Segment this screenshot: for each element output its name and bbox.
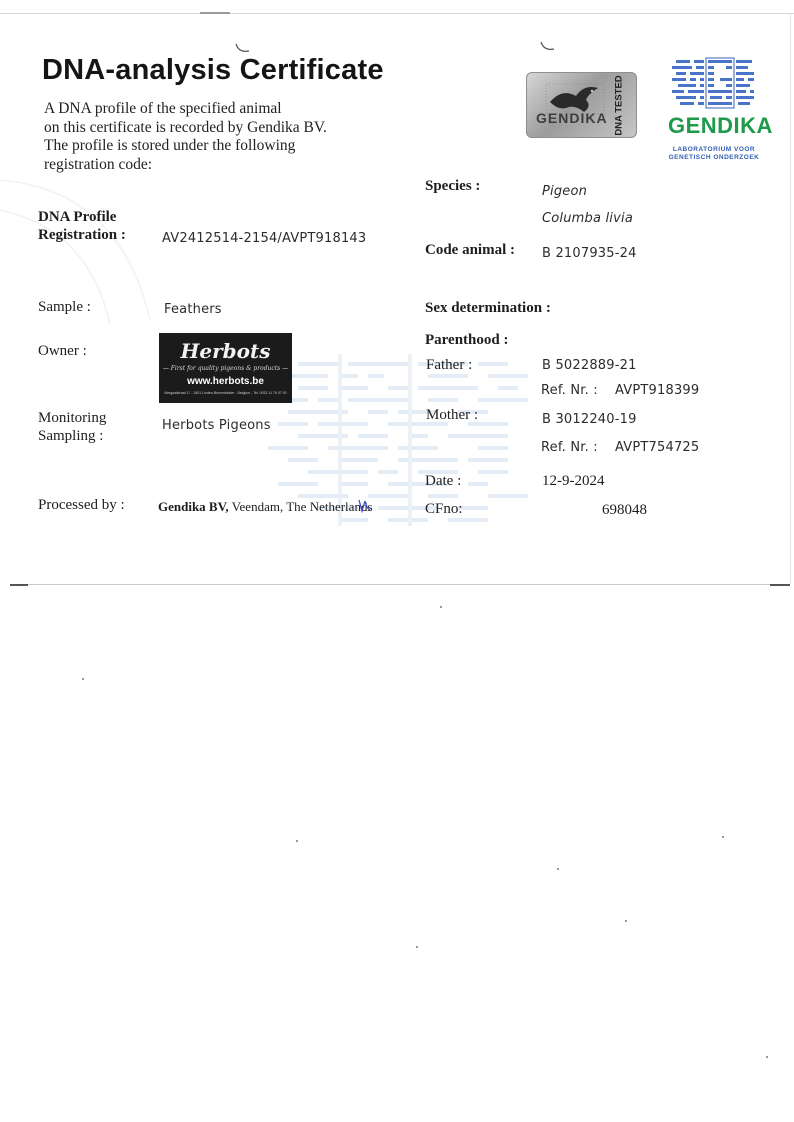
date-label: Date : bbox=[425, 473, 462, 489]
badge-tag-text: DNA TESTED bbox=[613, 74, 625, 136]
gendika-logo-name: GENDIKA bbox=[668, 113, 773, 138]
processed-by-value bbox=[158, 499, 373, 515]
father-value: B 5022889-21 bbox=[542, 358, 637, 373]
species-label: Species : bbox=[425, 178, 481, 194]
scan-speck bbox=[82, 678, 84, 680]
certificate-bottom-edge bbox=[10, 584, 790, 585]
certificate-title: DNA-analysis Certificate bbox=[42, 54, 384, 86]
processed-by-location: Veendam, The Netherlands bbox=[231, 499, 373, 514]
scan-speck bbox=[766, 1056, 768, 1058]
herbots-banner bbox=[159, 333, 292, 403]
gendika-logo-subtitle bbox=[662, 146, 766, 162]
pen-tick bbox=[233, 42, 253, 56]
mother-ref-value: AVPT754725 bbox=[615, 440, 700, 455]
scan-speck bbox=[557, 868, 559, 870]
processed-by-company: Gendika BV, bbox=[158, 499, 229, 514]
intro-line: registration code: bbox=[44, 155, 153, 173]
mother-value: B 3012240-19 bbox=[542, 412, 637, 427]
sample-label: Sample : bbox=[38, 299, 91, 315]
species-latin: Columba livia bbox=[542, 211, 633, 226]
cfno-label: CFno: bbox=[425, 501, 463, 517]
logo-subtitle-line: LABORATORIUM VOOR bbox=[672, 146, 756, 153]
certificate-right-edge bbox=[790, 14, 791, 584]
badge-brand: GENDIKA bbox=[536, 110, 608, 126]
sponsor-slogan: — First for quality pigeons & products — bbox=[162, 365, 289, 372]
intro-line: The profile is stored under the following bbox=[44, 137, 296, 154]
intro-line: A DNA profile of the specified animal bbox=[44, 100, 282, 117]
sponsor-address: Metgaalstraat 17 - 3401 Linden-Binnenkelder - Belgium - Tel. 0032 11 76 07 00 bbox=[164, 391, 287, 395]
father-label: Father : bbox=[426, 357, 473, 373]
dna-tested-badge bbox=[526, 72, 637, 138]
owner-label: Owner : bbox=[38, 343, 87, 359]
processed-by-label: Processed by : bbox=[38, 497, 125, 513]
scan-top-edge bbox=[0, 13, 794, 14]
intro-text bbox=[44, 100, 327, 174]
certificate-corner-left bbox=[10, 584, 28, 586]
certificate-corner-right bbox=[770, 584, 790, 586]
pen-tick bbox=[538, 40, 558, 54]
father-ref-label: Ref. Nr. : bbox=[541, 383, 598, 398]
cfno-value: 698048 bbox=[602, 502, 647, 518]
logo-subtitle-line: GENETISCH ONDERZOEK bbox=[668, 154, 760, 161]
scan-speck bbox=[416, 946, 418, 948]
sampling-label: Sampling : bbox=[38, 428, 104, 444]
monitoring-value: Herbots Pigeons bbox=[162, 418, 271, 433]
dna-profile-label: DNA Profile bbox=[38, 209, 117, 225]
sample-value: Feathers bbox=[164, 302, 222, 317]
sex-determination-label: Sex determination : bbox=[425, 300, 551, 316]
monitoring-label: Monitoring bbox=[38, 410, 107, 426]
mother-ref-label: Ref. Nr. : bbox=[541, 440, 598, 455]
code-animal-value: B 2107935-24 bbox=[542, 246, 637, 261]
sponsor-url: www.herbots.be bbox=[187, 376, 264, 387]
scan-speck bbox=[722, 836, 724, 838]
signature-mark bbox=[356, 497, 372, 515]
species-common: Pigeon bbox=[542, 184, 588, 199]
code-animal-label: Code animal : bbox=[425, 242, 515, 258]
intro-line: on this certificate is recorded by Gendika BV. bbox=[44, 118, 327, 136]
registration-label: Registration : bbox=[38, 227, 126, 243]
sponsor-name: Herbots bbox=[180, 339, 271, 363]
registration-value: AV2412514-2154/AVPT918143 bbox=[162, 231, 367, 246]
scan-speck bbox=[625, 920, 627, 922]
scan-mark bbox=[200, 12, 230, 14]
badge-tag bbox=[608, 76, 630, 134]
scan-speck bbox=[440, 606, 442, 608]
scan-speck bbox=[296, 840, 298, 842]
mother-label: Mother : bbox=[426, 407, 479, 423]
date-value: 12-9-2024 bbox=[542, 473, 605, 489]
parenthood-label: Parenthood : bbox=[425, 332, 509, 348]
gendika-logo-icon bbox=[670, 56, 758, 112]
father-ref-value: AVPT918399 bbox=[615, 383, 700, 398]
